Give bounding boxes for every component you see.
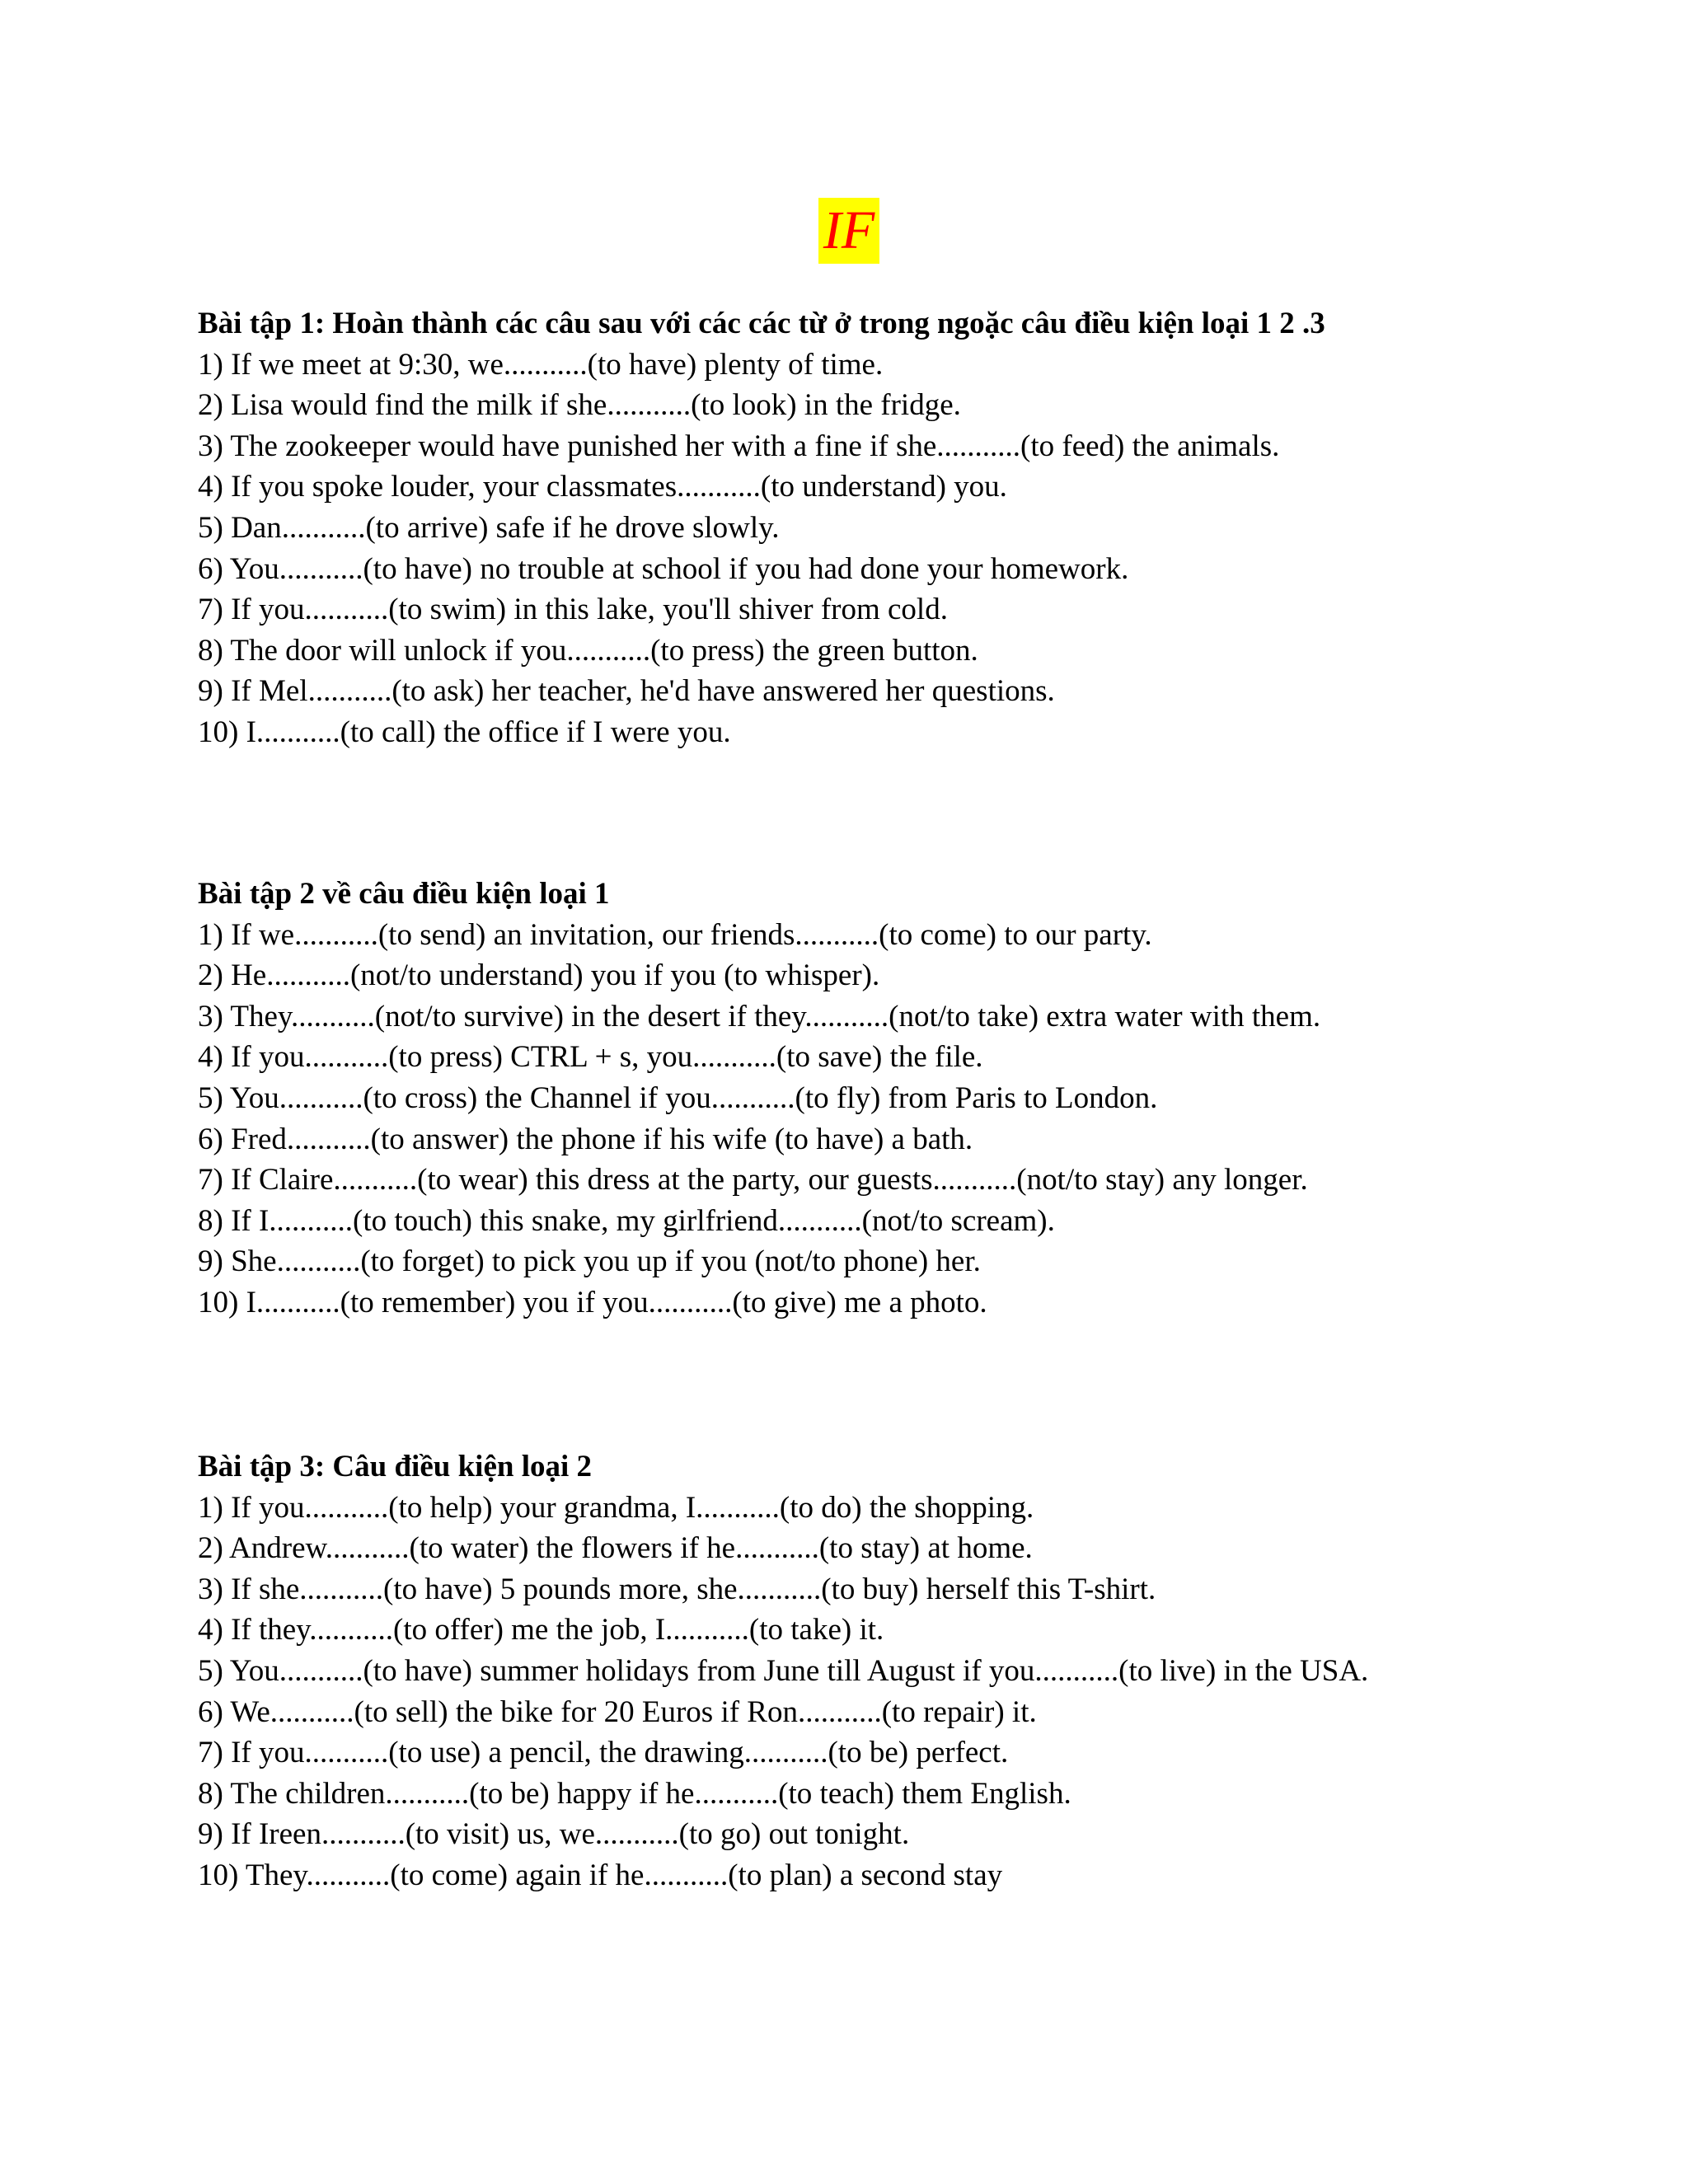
exercise-section-1	[198, 303, 1500, 753]
exercise-item: 3) If she...........(to have) 5 pounds more, she...........(to buy) herself this T-shirt.	[198, 1572, 1156, 1606]
exercise-item: 1) If we...........(to send) an invitation, our friends...........(to come) to our party.	[198, 917, 1152, 952]
exercise-item: 7) If you...........(to swim) in this lake, you'll shiver from cold.	[198, 593, 948, 627]
exercise-item: 10) They...........(to come) again if he...........(to plan) a second stay	[198, 1858, 1003, 1892]
exercise-item: 9) If Ireen...........(to visit) us, we...........(to go) out tonight.	[198, 1817, 910, 1852]
exercise-item: 4) If you...........(to press) CTRL + s, you...........(to save) the file.	[198, 1040, 983, 1075]
exercise-section-2	[198, 874, 1500, 1324]
exercise-item: 8) The door will unlock if you...........(to press) the green button.	[198, 633, 978, 668]
exercise-item: 7) If you...........(to use) a pencil, the drawing...........(to be) perfect.	[198, 1736, 1009, 1770]
exercise-item: 5) You...........(to cross) the Channel if you...........(to fly) from Paris to London.	[198, 1080, 1158, 1115]
exercise-heading: Bài tập 3: Câu điều kiện loại 2	[198, 1450, 593, 1483]
exercise-item: 6) We...........(to sell) the bike for 20 Euros if Ron...........(to repair) it.	[198, 1694, 1037, 1729]
exercise-section-3	[198, 1446, 1500, 1896]
exercise-item: 8) The children...........(to be) happy if he...........(to teach) them English.	[198, 1776, 1071, 1811]
page-title: IF	[818, 198, 879, 264]
exercise-item: 2) Lisa would find the milk if she...........(to look) in the fridge.	[198, 388, 961, 423]
exercise-item: 7) If Claire...........(to wear) this dress at the party, our guests...........(not/to stay) any longer.	[198, 1163, 1308, 1197]
exercise-item: 4) If they...........(to offer) me the job, I...........(to take) it.	[198, 1613, 884, 1647]
exercise-item: 6) You...........(to have) no trouble at school if you had done your homework.	[198, 551, 1129, 586]
exercise-item: 5) Dan...........(to arrive) safe if he drove slowly.	[198, 510, 780, 545]
exercise-item: 1) If you...........(to help) your grandma, I...........(to do) the shopping.	[198, 1490, 1034, 1525]
exercise-item: 10) I...........(to remember) you if you...........(to give) me a photo.	[198, 1285, 987, 1319]
exercise-item: 9) She...........(to forget) to pick you up if you (not/to phone) her.	[198, 1244, 981, 1279]
exercise-item: 8) If I...........(to touch) this snake, my girlfriend...........(not/to scream).	[198, 1203, 1055, 1238]
exercise-item: 9) If Mel...........(to ask) her teacher, he'd have answered her questions.	[198, 674, 1055, 709]
exercise-item: 4) If you spoke louder, your classmates...........(to understand) you.	[198, 470, 1007, 504]
exercise-item: 1) If we meet at 9:30, we...........(to have) plenty of time.	[198, 347, 884, 382]
exercise-item: 3) They...........(not/to survive) in the desert if they...........(not/to take) extra water with them.	[198, 999, 1321, 1033]
exercise-item: 10) I...........(to call) the office if I were you.	[198, 715, 731, 749]
exercise-item: 5) You...........(to have) summer holidays from June till August if you...........(to live) in the USA.	[198, 1653, 1369, 1688]
exercise-heading: Bài tập 2 về câu điều kiện loại 1	[198, 877, 610, 911]
exercise-item: 6) Fred...........(to answer) the phone if his wife (to have) a bath.	[198, 1122, 973, 1156]
exercise-item: 3) The zookeeper would have punished her with a fine if she...........(to feed) the animals.	[198, 429, 1280, 463]
exercise-heading: Bài tập 1: Hoàn thành các câu sau với các các từ ở trong ngoặc câu điều kiện loại 1 2 .3	[198, 307, 1325, 340]
exercise-item: 2) He...........(not/to understand) you if you (to whisper).	[198, 958, 880, 993]
title-wrapper	[198, 198, 1500, 264]
exercise-item: 2) Andrew...........(to water) the flowers if he...........(to stay) at home.	[198, 1531, 1033, 1566]
